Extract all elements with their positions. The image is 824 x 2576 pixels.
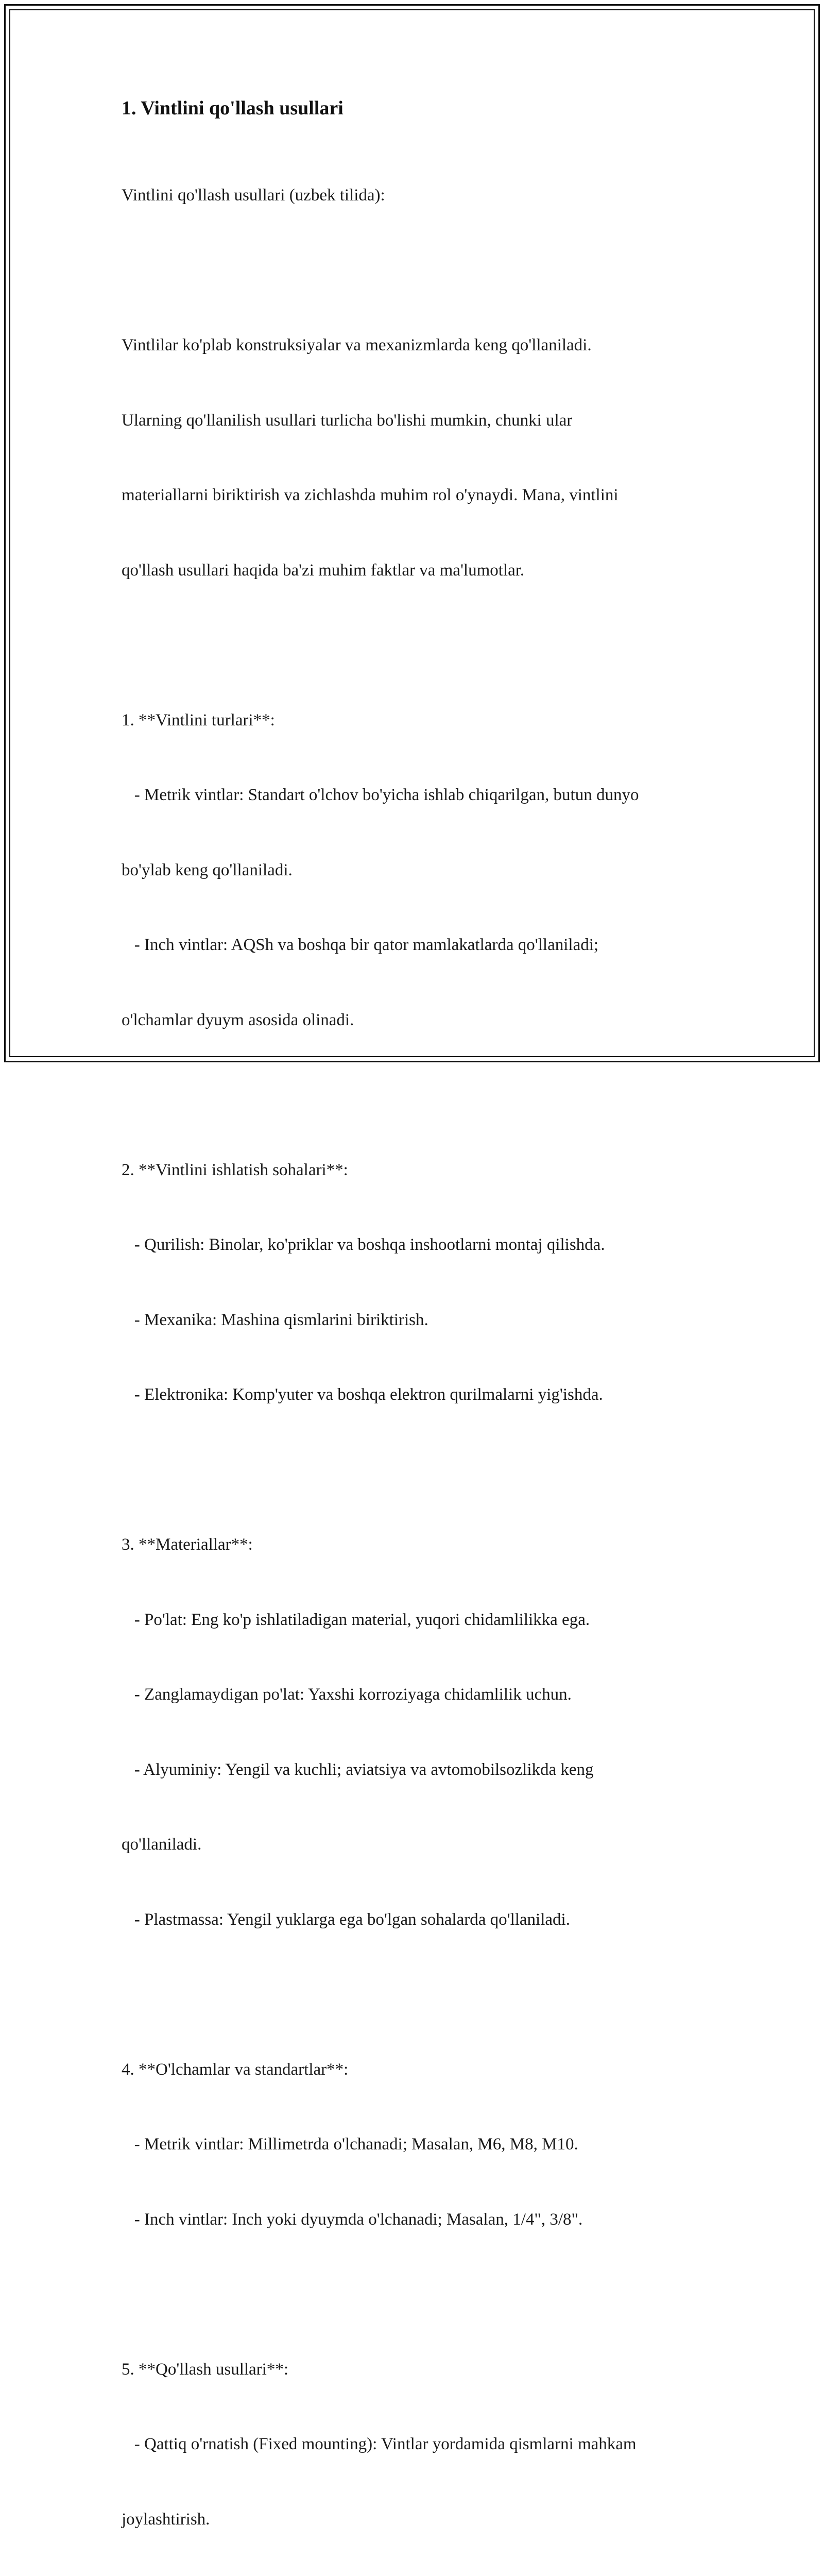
text-line: 5. **Qo'llash usullari**: [122,2360,289,2379]
page-title: 1. Vintlini qo'llash usullari [122,97,344,119]
text-line: - Alyuminiy: Yengil va kuchli; aviatsiya va avtomobilsozlikda keng [122,1760,594,1779]
text-line: 3. **Materiallar**: [122,1535,253,1554]
text-line: - Mexanika: Mashina qismlarini biriktirish. [122,1310,428,1329]
text-line: - Metrik vintlar: Millimetrda o'lchanadi; Masalan, M6, M8, M10. [122,2135,578,2154]
text-line: - Qurilish: Binolar, ko'priklar va boshqa inshootlarni montaj qilishda. [122,1235,605,1254]
text-line: Vintlilar ko'plab konstruksiyalar va mexanizmlarda keng qo'llaniladi. [122,336,592,354]
text-line: - Elektronika: Komp'yuter va boshqa elektron qurilmalarni yig'ishda. [122,1385,603,1404]
text-line: o'lchamlar dyuym asosida olinadi. [122,1010,354,1029]
text-line: - Plastmassa: Yengil yuklarga ega bo'lgan sohalarda qo'llaniladi. [122,1910,570,1929]
text-line: - Inch vintlar: Inch yoki dyuymda o'lchanadi; Masalan, 1/4", 3/8". [122,2210,583,2229]
document-content [122,96,709,2576]
text-line: Vintlini qo'llash usullari (uzbek tilida): [122,186,385,205]
text-line: Ularning qo'llanilish usullari turlicha bo'lishi mumkin, chunki ular [122,411,573,430]
text-line [122,633,709,658]
text-line: - Inch vintlar: AQSh va boshqa bir qator mamlakatlarda qo'llaniladi; [122,936,599,954]
text-line: - Qattiq o'rnatish (Fixed mounting): Vintlar yordamida qismlarni mahkam [122,2435,637,2453]
text-line: - Po'lat: Eng ko'p ishlatiladigan material, yuqori chidamlilikka ega. [122,1610,590,1629]
text-line: 2. **Vintlini ishlatish sohalari**: [122,1160,348,1179]
text-line [122,2282,709,2307]
text-line: 1. **Vintlini turlari**: [122,710,275,730]
text-line: joylashtirish. [122,2510,210,2529]
text-line: materiallarni biriktirish va zichlashda muhim rol o'ynaydi. Mana, vintlini [122,486,619,504]
text-line: bo'ylab keng qo'llaniladi. [122,860,293,879]
text-line: - Zanglamaydigan po'lat: Yaxshi korroziyaga chidamlilik uchun. [122,1685,572,1704]
text-line: 4. **O'lchamlar va standartlar**: [122,2060,349,2079]
document-body [122,133,709,2576]
text-line [122,1458,709,1483]
text-line [122,1082,709,1108]
text-line: - Metrik vintlar: Standart o'lchov bo'yicha ishlab chiqarilgan, butun dunyo [122,786,639,804]
text-line: qo'llaniladi. [122,1835,202,1854]
text-line: qo'llash usullari haqida ba'zi muhim faktlar va ma'lumotlar. [122,561,525,580]
text-line [122,258,709,283]
text-line [122,1982,709,2007]
